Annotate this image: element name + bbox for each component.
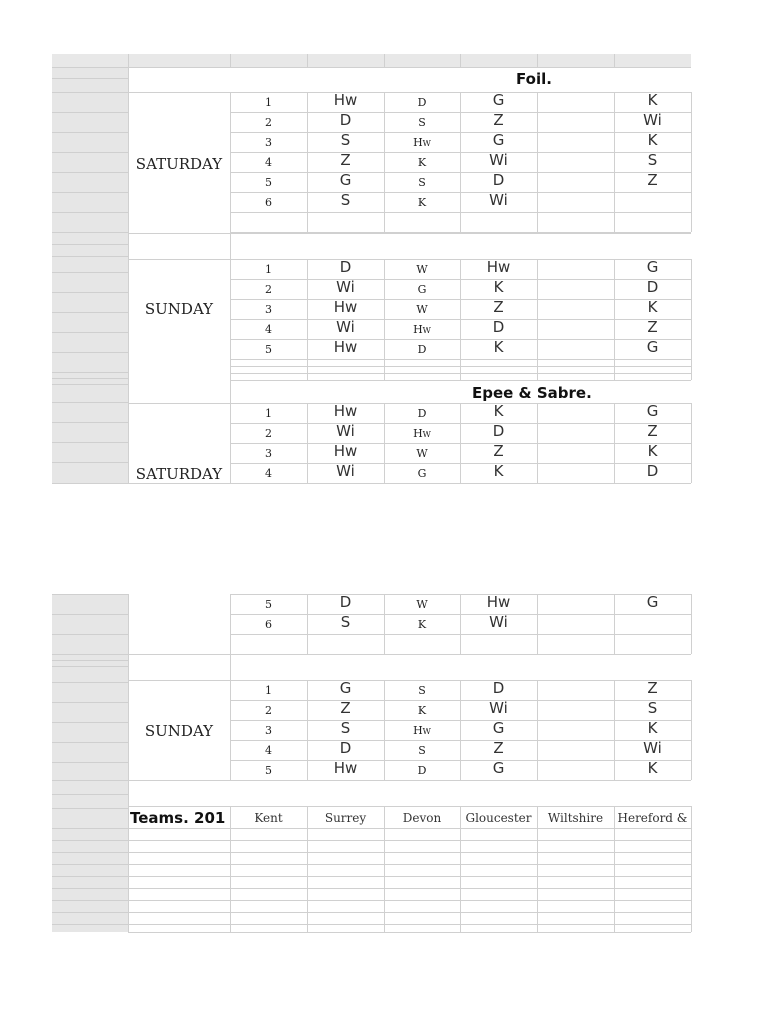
schedule-sheet-page-2 <box>52 594 691 934</box>
schedule-cell: G <box>492 719 505 737</box>
grid-col-line <box>128 806 129 932</box>
gutter-row-line <box>52 92 128 93</box>
schedule-cell: Hw <box>333 442 358 460</box>
team-header-0: Kent <box>254 811 283 825</box>
day-border <box>128 359 129 403</box>
schedule-cell: G <box>646 593 659 611</box>
section-title-foil: Foil. <box>516 70 552 88</box>
schedule-cell: 1 <box>265 407 272 420</box>
schedule-cell: G <box>417 467 427 480</box>
schedule-cell: D <box>339 739 352 757</box>
schedule-cell: K <box>417 618 427 631</box>
schedule-cell: S <box>418 684 426 697</box>
schedule-cell: D <box>492 422 505 440</box>
header-separator <box>307 54 308 67</box>
section-title-epee: Epee & Sabre. <box>472 384 592 402</box>
grid-row-line <box>128 924 691 925</box>
grid-col-line <box>614 806 615 932</box>
gutter-row-line <box>52 876 128 877</box>
grid-row-line <box>128 876 691 877</box>
schedule-cell: Z <box>340 151 351 169</box>
grid-col-line <box>537 806 538 932</box>
schedule-cell: 1 <box>265 263 272 276</box>
schedule-cell: 3 <box>265 303 272 316</box>
schedule-cell: W <box>416 263 428 276</box>
grid-col-line <box>460 359 461 380</box>
header-separator <box>230 54 231 67</box>
schedule-cell: K <box>647 298 658 316</box>
day-border <box>128 67 129 233</box>
schedule-cell: W <box>416 303 428 316</box>
schedule-cell: D <box>492 318 505 336</box>
grid-col-line <box>691 359 692 380</box>
gutter-row-line <box>52 794 128 795</box>
grid-col-line <box>384 806 385 932</box>
header-separator <box>384 54 385 67</box>
schedule-cell: S <box>340 191 351 209</box>
schedule-cell: Wi <box>489 151 508 169</box>
schedule-cell: S <box>418 744 426 757</box>
schedule-cell: Z <box>493 111 504 129</box>
schedule-cell: S <box>340 131 351 149</box>
gutter-row-line <box>52 900 128 901</box>
schedule-cell: Hw <box>333 402 358 420</box>
grid-row-line <box>128 852 691 853</box>
schedule-cell: 1 <box>265 684 272 697</box>
schedule-cell: Z <box>647 679 658 697</box>
schedule-cell: Z <box>647 422 658 440</box>
gutter-row-line <box>52 352 128 353</box>
grid-row-line <box>128 912 691 913</box>
schedule-cell: 5 <box>265 764 272 777</box>
schedule-cell: D <box>339 593 352 611</box>
header-separator <box>460 54 461 67</box>
schedule-cell: S <box>340 613 351 631</box>
teams-title: Teams. 201 <box>130 809 226 827</box>
grid-col-line <box>691 806 692 932</box>
gutter-row-line <box>52 112 128 113</box>
gutter-row-line <box>52 292 128 293</box>
gutter-row-line <box>52 212 128 213</box>
gutter-row-line <box>52 312 128 313</box>
grid-col-line <box>691 680 692 780</box>
gutter-row-line <box>52 840 128 841</box>
gutter-row-line <box>52 666 128 667</box>
schedule-cell: K <box>493 462 504 480</box>
gutter-row-line <box>52 192 128 193</box>
schedule-cell: S <box>340 719 351 737</box>
grid-row-line <box>128 840 691 841</box>
grid-row-line <box>128 932 691 933</box>
gutter-row-line <box>52 634 128 635</box>
schedule-cell: K <box>493 402 504 420</box>
grid-col-line <box>384 359 385 380</box>
schedule-cell: Wi <box>336 422 355 440</box>
day-label-saturday: SATURDAY <box>135 155 223 173</box>
grid-col-line <box>537 359 538 380</box>
header-separator <box>537 54 538 67</box>
schedule-cell: G <box>646 258 659 276</box>
schedule-cell: Wi <box>643 739 662 757</box>
schedule-cell: Hw <box>333 91 358 109</box>
gutter-row-line <box>52 924 128 925</box>
grid-col-line <box>307 806 308 932</box>
schedule-cell: Z <box>647 318 658 336</box>
schedule-cell: D <box>646 278 659 296</box>
gutter-row-line <box>52 152 128 153</box>
gutter-row-line <box>52 232 128 233</box>
gutter-row-line <box>52 762 128 763</box>
schedule-cell: Z <box>647 171 658 189</box>
schedule-cell: D <box>339 258 352 276</box>
gutter-row-line <box>52 384 128 385</box>
grid-col-line <box>691 92 692 232</box>
day-label-sunday: SUNDAY <box>144 300 214 318</box>
gutter-row-line <box>52 722 128 723</box>
schedule-cell: 1 <box>265 96 272 109</box>
schedule-cell: 4 <box>265 744 272 757</box>
team-header-5: Hereford & <box>617 811 688 825</box>
gutter-row-line <box>52 402 128 403</box>
schedule-cell: D <box>417 96 427 109</box>
schedule-cell: Hw <box>486 258 511 276</box>
schedule-cell: Wi <box>489 191 508 209</box>
schedule-cell: G <box>417 283 427 296</box>
day-border <box>230 233 231 259</box>
grid-row-line <box>128 888 691 889</box>
schedule-cell: 3 <box>265 136 272 149</box>
schedule-cell: K <box>493 338 504 356</box>
schedule-cell: 2 <box>265 283 272 296</box>
schedule-cell: Hw <box>413 323 431 336</box>
column-header-strip <box>52 54 691 68</box>
schedule-cell: 3 <box>265 447 272 460</box>
schedule-cell: 4 <box>265 323 272 336</box>
schedule-cell: Hw <box>413 136 431 149</box>
schedule-cell: Wi <box>336 278 355 296</box>
grid-col-line <box>537 403 538 483</box>
schedule-cell: D <box>339 111 352 129</box>
schedule-cell: Z <box>493 739 504 757</box>
schedule-cell: Hw <box>333 338 358 356</box>
schedule-cell: Z <box>493 442 504 460</box>
schedule-cell: K <box>493 278 504 296</box>
schedule-cell: K <box>647 759 658 777</box>
schedule-cell: Z <box>340 699 351 717</box>
day-border <box>230 380 231 403</box>
gutter-row-line <box>52 660 128 661</box>
schedule-cell: K <box>647 442 658 460</box>
schedule-cell: 4 <box>265 156 272 169</box>
schedule-cell: Z <box>493 298 504 316</box>
grid-col-line <box>691 594 692 654</box>
schedule-sheet-page-1 <box>52 54 691 484</box>
grid-col-line <box>537 259 538 359</box>
schedule-cell: G <box>646 338 659 356</box>
header-separator <box>614 54 615 67</box>
gutter-row-line <box>52 372 128 373</box>
gutter-row-line <box>52 594 128 595</box>
grid-row-line <box>128 864 691 865</box>
gutter-row-line <box>52 864 128 865</box>
row-number-gutter <box>52 594 128 932</box>
gutter-row-line <box>52 682 128 683</box>
grid-col-line <box>230 359 231 380</box>
grid-row-line <box>128 654 691 655</box>
schedule-cell: 5 <box>265 343 272 356</box>
gutter-row-line <box>52 828 128 829</box>
schedule-cell: 3 <box>265 724 272 737</box>
schedule-cell: G <box>492 759 505 777</box>
day-label-sunday-epee: SUNDAY <box>144 722 214 740</box>
gutter-row-line <box>52 422 128 423</box>
schedule-cell: Wi <box>489 699 508 717</box>
gutter-row-line <box>52 614 128 615</box>
schedule-cell: D <box>417 764 427 777</box>
gutter-row-line <box>52 256 128 257</box>
grid-col-line <box>230 806 231 932</box>
gutter-row-line <box>52 888 128 889</box>
grid-col-line <box>537 594 538 654</box>
schedule-cell: W <box>416 598 428 611</box>
schedule-cell: G <box>492 91 505 109</box>
schedule-cell: K <box>647 719 658 737</box>
grid-row-line <box>128 900 691 901</box>
schedule-cell: 2 <box>265 704 272 717</box>
schedule-cell: S <box>647 151 658 169</box>
day-label-saturday-epee: SATURDAY <box>135 465 223 483</box>
schedule-cell: D <box>417 343 427 356</box>
grid-row-line <box>128 828 691 829</box>
gutter-row-line <box>52 912 128 913</box>
schedule-cell: 6 <box>265 618 272 631</box>
day-border <box>128 233 129 259</box>
title-row-line <box>230 67 691 68</box>
schedule-cell: 2 <box>265 427 272 440</box>
gutter-row-line <box>52 378 128 379</box>
grid-col-line <box>691 259 692 359</box>
grid-row-line <box>128 780 691 781</box>
gutter-row-line <box>52 132 128 133</box>
schedule-cell: K <box>417 704 427 717</box>
schedule-cell: K <box>417 156 427 169</box>
schedule-cell: S <box>647 699 658 717</box>
grid-col-line <box>307 359 308 380</box>
schedule-cell: D <box>492 679 505 697</box>
gutter-row-line <box>52 442 128 443</box>
schedule-cell: Hw <box>333 298 358 316</box>
gutter-row-line <box>52 78 128 79</box>
day-border <box>128 780 129 806</box>
day-border <box>128 654 129 680</box>
gutter-row-line <box>52 272 128 273</box>
team-header-1: Surrey <box>324 811 367 825</box>
schedule-cell: Hw <box>333 759 358 777</box>
team-header-3: Gloucester <box>465 811 532 825</box>
gutter-row-line <box>52 332 128 333</box>
schedule-cell: Wi <box>489 613 508 631</box>
grid-row-line <box>230 380 691 381</box>
grid-col-line <box>537 92 538 232</box>
day-border <box>128 594 129 654</box>
schedule-cell: D <box>417 407 427 420</box>
schedule-cell: 5 <box>265 176 272 189</box>
gutter-row-line <box>52 780 128 781</box>
schedule-cell: Wi <box>336 462 355 480</box>
gutter-row-line <box>52 852 128 853</box>
schedule-cell: S <box>418 176 426 189</box>
gutter-row-line <box>52 244 128 245</box>
grid-col-line <box>614 359 615 380</box>
schedule-cell: G <box>492 131 505 149</box>
schedule-cell: G <box>339 679 352 697</box>
gutter-row-line <box>52 654 128 655</box>
grid-col-line <box>691 403 692 483</box>
team-header-4: Wiltshire <box>547 811 604 825</box>
schedule-cell: Wi <box>643 111 662 129</box>
day-border <box>230 654 231 680</box>
team-header-2: Devon <box>402 811 442 825</box>
schedule-cell: D <box>646 462 659 480</box>
grid-col-line <box>460 806 461 932</box>
grid-row-line <box>52 483 691 484</box>
gutter-row-line <box>52 742 128 743</box>
schedule-cell: 4 <box>265 467 272 480</box>
gutter-row-line <box>52 808 128 809</box>
schedule-cell: K <box>647 131 658 149</box>
schedule-cell: 5 <box>265 598 272 611</box>
schedule-cell: K <box>417 196 427 209</box>
schedule-cell: 6 <box>265 196 272 209</box>
grid-col-line <box>537 680 538 780</box>
schedule-cell: D <box>492 171 505 189</box>
gutter-row-line <box>52 462 128 463</box>
schedule-cell: W <box>416 447 428 460</box>
gutter-row-line <box>52 67 128 68</box>
grid-row-line <box>128 233 691 234</box>
gutter-row-line <box>52 702 128 703</box>
schedule-cell: G <box>339 171 352 189</box>
schedule-cell: Wi <box>336 318 355 336</box>
schedule-cell: 2 <box>265 116 272 129</box>
schedule-cell: G <box>646 402 659 420</box>
schedule-cell: S <box>418 116 426 129</box>
gutter-row-line <box>52 172 128 173</box>
header-separator <box>128 54 129 67</box>
schedule-cell: Hw <box>486 593 511 611</box>
schedule-cell: Hw <box>413 427 431 440</box>
schedule-cell: K <box>647 91 658 109</box>
grid-row-line <box>128 806 691 807</box>
schedule-cell: Hw <box>413 724 431 737</box>
